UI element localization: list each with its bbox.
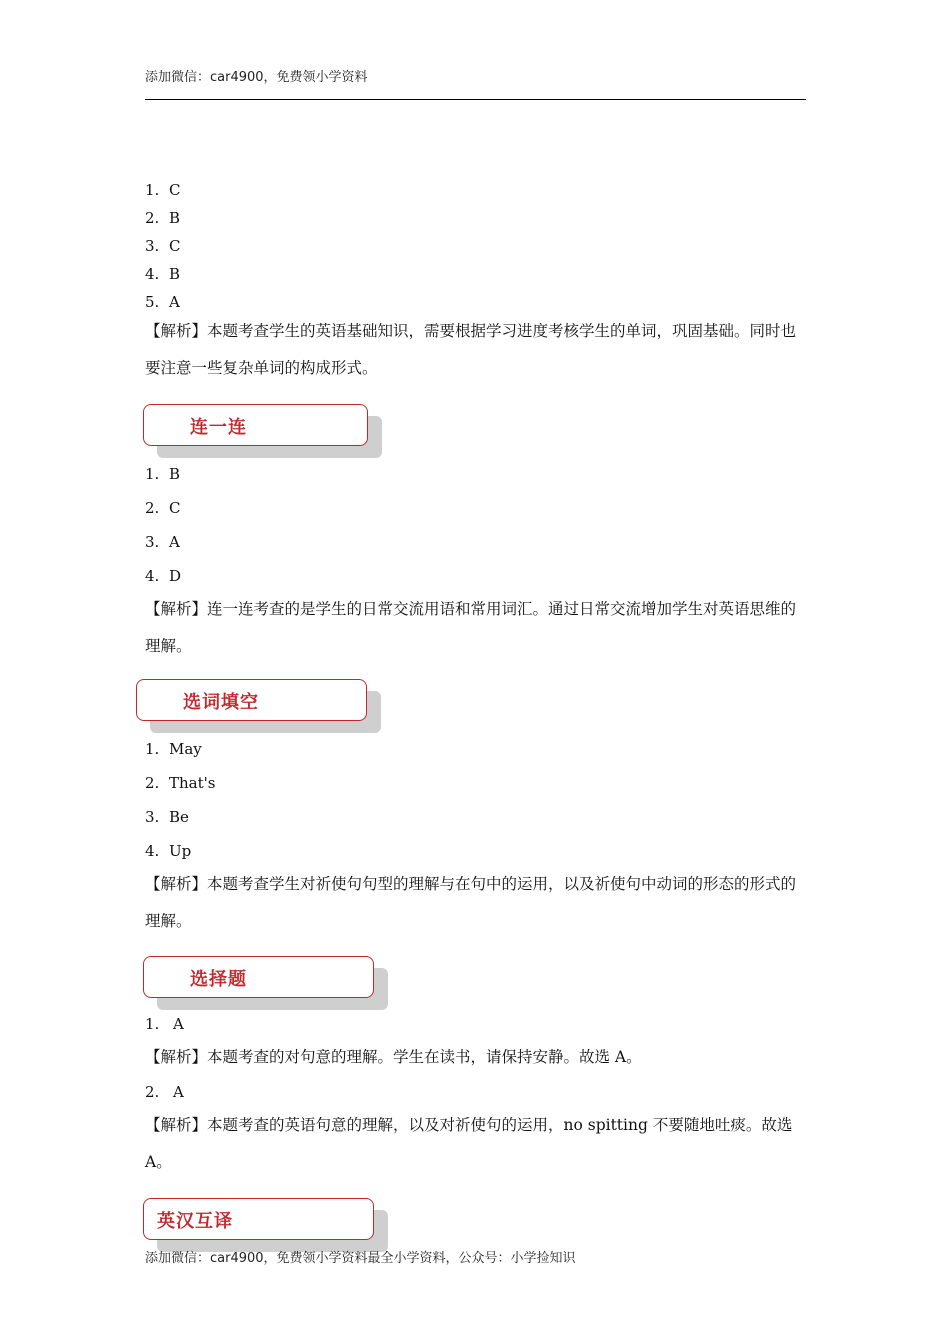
answer-value: C xyxy=(169,181,181,199)
answer-line xyxy=(145,1014,184,1034)
section-title: 连一连 xyxy=(190,417,247,438)
answer-line xyxy=(145,1082,184,1102)
answer-value: A xyxy=(169,533,180,551)
answer-number: 3. xyxy=(145,533,160,551)
answer-number: 1. xyxy=(145,740,160,758)
tag-frame xyxy=(143,404,368,446)
analysis-paragraph: 【解析】连一连考查的是学生的日常交流用语和常用词汇。通过日常交流增加学生对英语思维的理解。 xyxy=(145,600,797,655)
header-rule xyxy=(145,99,806,100)
answer-line xyxy=(145,464,180,484)
answer-line xyxy=(145,807,189,827)
section-title: 选择题 xyxy=(190,969,247,990)
answer-line xyxy=(145,208,180,228)
answer-number: 2. xyxy=(145,1083,160,1101)
answer-line xyxy=(145,566,181,586)
answer-value: B xyxy=(169,265,181,283)
answer-line xyxy=(145,739,202,759)
answer-line xyxy=(145,236,180,256)
header-text: 添加微信：car4900，免费领小学资料 xyxy=(145,70,368,85)
answer-value: C xyxy=(169,499,181,517)
answer-line xyxy=(145,264,180,284)
section-title-tag xyxy=(143,1198,374,1240)
answer-value: D xyxy=(169,567,182,585)
answer-line xyxy=(145,773,215,793)
answer-number: 2. xyxy=(145,209,160,227)
answer-number: 5. xyxy=(145,293,160,311)
answer-value: Be xyxy=(169,808,189,826)
answer-value: B xyxy=(169,209,181,227)
answer-number: 2. xyxy=(145,499,160,517)
analysis-paragraph: 【解析】本题考查学生的英语基础知识，需要根据学习进度考核学生的单词，巩固基础。同时也要注意一些复杂单词的构成形式。 xyxy=(145,322,797,377)
answer-value: A xyxy=(173,1083,184,1101)
answer-value: A xyxy=(173,1015,184,1033)
answer-number: 4. xyxy=(145,842,160,860)
answer-line xyxy=(145,292,180,312)
answer-line xyxy=(145,532,180,552)
answer-number: 3. xyxy=(145,237,160,255)
answer-value: A xyxy=(169,293,180,311)
answer-value: C xyxy=(169,237,181,255)
answer-number: 1. xyxy=(145,465,160,483)
answer-value: May xyxy=(169,740,202,758)
answer-line xyxy=(145,180,180,200)
answer-number: 1. xyxy=(145,1015,160,1033)
footer-text: 添加微信：car4900，免费领小学资料最全小学资料，公众号：小学捡知识 xyxy=(145,1251,576,1266)
section-title-tag xyxy=(143,956,374,998)
answer-number: 3. xyxy=(145,808,160,826)
answer-number: 2. xyxy=(145,774,160,792)
analysis-paragraph: 【解析】本题考查的对句意的理解。学生在读书，请保持安静。故选 A。 xyxy=(145,1048,642,1066)
answer-value: Up xyxy=(169,842,192,860)
answer-line xyxy=(145,498,180,518)
analysis-paragraph: 【解析】本题考查学生对祈使句句型的理解与在句中的运用，以及祈使句中动词的形态的形式的理解。 xyxy=(145,875,797,930)
answer-value: That's xyxy=(169,774,216,792)
section-title: 选词填空 xyxy=(183,692,259,713)
section-title-tag xyxy=(143,404,368,446)
answer-value: B xyxy=(169,465,181,483)
answer-number: 1. xyxy=(145,181,160,199)
section-title-tag xyxy=(136,679,367,721)
answer-line xyxy=(145,841,191,861)
analysis-paragraph: 【解析】本题考查的英语句意的理解，以及对祈使句的运用，no spitting 不要随地吐痰。故选 A。 xyxy=(145,1116,793,1171)
answer-number: 4. xyxy=(145,265,160,283)
tag-frame xyxy=(143,956,374,998)
section-title: 英汉互译 xyxy=(157,1211,233,1232)
answer-number: 4. xyxy=(145,567,160,585)
